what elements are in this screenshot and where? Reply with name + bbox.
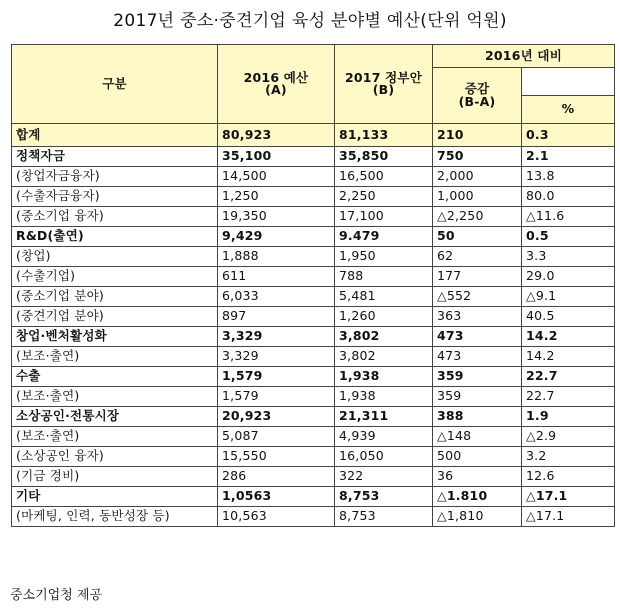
cell-change: △552 xyxy=(433,287,522,307)
cell-2017-budget: 35,850 xyxy=(335,147,433,167)
row-label: (수출기업) xyxy=(12,267,218,287)
row-label: 소상공인·전통시장 xyxy=(12,407,218,427)
budget-table xyxy=(11,44,615,527)
row-label: (중견기업 분야) xyxy=(12,307,218,327)
cell-change: 500 xyxy=(433,447,522,467)
row-label: (보조·출연) xyxy=(12,387,218,407)
cell-change: 359 xyxy=(433,387,522,407)
cell-2016-budget: 14,500 xyxy=(218,167,335,187)
header-2016-budget xyxy=(218,45,335,124)
cell-percent: △17.1 xyxy=(522,487,615,507)
cell-percent: 14.2 xyxy=(522,327,615,347)
cell-2016-budget: 1,250 xyxy=(218,187,335,207)
cell-2016-budget: 15,550 xyxy=(218,447,335,467)
header-compare: 2016년 대비 xyxy=(433,45,615,68)
row-label: R&D(출연) xyxy=(12,227,218,247)
cell-percent: △2.9 xyxy=(522,427,615,447)
table-row xyxy=(12,227,615,247)
cell-percent: 3.2 xyxy=(522,447,615,467)
cell-change: 2,000 xyxy=(433,167,522,187)
cell-change: 363 xyxy=(433,307,522,327)
header-change-label: 증감 xyxy=(464,81,490,96)
source-note: 중소기업청 제공 xyxy=(10,588,103,603)
cell-2016-budget: 35,100 xyxy=(218,147,335,167)
page-title: 2017년 중소·중견기업 육성 분야별 예산(단위 억원) xyxy=(113,11,507,31)
header-2017-label: 2017 정부안 xyxy=(345,69,422,85)
cell-2016-budget: 5,087 xyxy=(218,427,335,447)
cell-change: 210 xyxy=(433,124,522,147)
cell-2016-budget: 897 xyxy=(218,307,335,327)
table-header xyxy=(12,45,615,124)
cell-2016-budget: 3,329 xyxy=(218,347,335,367)
cell-2017-budget: 1,938 xyxy=(335,387,433,407)
cell-change: 50 xyxy=(433,227,522,247)
cell-2017-budget: 16,050 xyxy=(335,447,433,467)
cell-2017-budget: 3,802 xyxy=(335,327,433,347)
header-blank-cell xyxy=(522,68,615,96)
header-category: 구분 xyxy=(12,45,218,124)
table-row xyxy=(12,207,615,227)
cell-2016-budget: 1,579 xyxy=(218,367,335,387)
cell-change: △1,810 xyxy=(433,507,522,527)
cell-change: △2,250 xyxy=(433,207,522,227)
table-row xyxy=(12,387,615,407)
table-row xyxy=(12,167,615,187)
cell-2016-budget: 19,350 xyxy=(218,207,335,227)
cell-2016-budget: 1,888 xyxy=(218,247,335,267)
cell-percent: 22.7 xyxy=(522,367,615,387)
row-label: 수출 xyxy=(12,367,218,387)
cell-percent: △17.1 xyxy=(522,507,615,527)
cell-percent: △11.6 xyxy=(522,207,615,227)
table-row xyxy=(12,467,615,487)
cell-percent: 0.5 xyxy=(522,227,615,247)
row-label: (중소기업 융자) xyxy=(12,207,218,227)
header-change xyxy=(433,68,522,124)
row-label: 합계 xyxy=(12,124,218,147)
table-row xyxy=(12,147,615,167)
row-label: (수출자금융자) xyxy=(12,187,218,207)
row-label: (기금 경비) xyxy=(12,467,218,487)
header-2017-sub: (B) xyxy=(372,82,395,97)
row-label: (소상공인 융자) xyxy=(12,447,218,467)
cell-change: 473 xyxy=(433,347,522,367)
row-label: (보조·출연) xyxy=(12,347,218,367)
row-label: (마케팅, 인력, 동반성장 등) xyxy=(12,507,218,527)
cell-change: 388 xyxy=(433,407,522,427)
cell-2016-budget: 9,429 xyxy=(218,227,335,247)
cell-percent: 40.5 xyxy=(522,307,615,327)
cell-change: 750 xyxy=(433,147,522,167)
header-2017-budget xyxy=(335,45,433,124)
cell-percent: 29.0 xyxy=(522,267,615,287)
cell-2016-budget: 1,0563 xyxy=(218,487,335,507)
cell-2017-budget: 16,500 xyxy=(335,167,433,187)
table-row xyxy=(12,307,615,327)
cell-2017-budget: 8,753 xyxy=(335,487,433,507)
cell-2016-budget: 20,923 xyxy=(218,407,335,427)
table-row xyxy=(12,427,615,447)
row-label: 창업·벤처활성화 xyxy=(12,327,218,347)
table-row xyxy=(12,124,615,147)
cell-percent: 1.9 xyxy=(522,407,615,427)
cell-2016-budget: 6,033 xyxy=(218,287,335,307)
cell-2017-budget: 1,938 xyxy=(335,367,433,387)
cell-percent: 13.8 xyxy=(522,167,615,187)
cell-percent: 12.6 xyxy=(522,467,615,487)
table-row xyxy=(12,267,615,287)
cell-percent: 0.3 xyxy=(522,124,615,147)
cell-2016-budget: 10,563 xyxy=(218,507,335,527)
cell-percent: 3.3 xyxy=(522,247,615,267)
table-row xyxy=(12,347,615,367)
table-row xyxy=(12,327,615,347)
cell-percent: 80.0 xyxy=(522,187,615,207)
cell-2017-budget: 1,260 xyxy=(335,307,433,327)
row-label: 정책자금 xyxy=(12,147,218,167)
row-label: (중소기업 분야) xyxy=(12,287,218,307)
row-label: (보조·출연) xyxy=(12,427,218,447)
cell-2017-budget: 322 xyxy=(335,467,433,487)
table-row xyxy=(12,287,615,307)
cell-2016-budget: 1,579 xyxy=(218,387,335,407)
header-change-sub: (B-A) xyxy=(458,93,496,109)
cell-2017-budget: 8,753 xyxy=(335,507,433,527)
cell-2017-budget: 4,939 xyxy=(335,427,433,447)
cell-change: 1,000 xyxy=(433,187,522,207)
cell-change: 177 xyxy=(433,267,522,287)
cell-2016-budget: 3,329 xyxy=(218,327,335,347)
table-row xyxy=(12,367,615,387)
cell-2017-budget: 9.479 xyxy=(335,227,433,247)
cell-2017-budget: 788 xyxy=(335,267,433,287)
header-percent: % xyxy=(522,96,615,124)
cell-2017-budget: 5,481 xyxy=(335,287,433,307)
table-row xyxy=(12,487,615,507)
header-2016-label: 2016 예산 xyxy=(243,69,309,85)
table-row xyxy=(12,407,615,427)
table-row xyxy=(12,247,615,267)
cell-2017-budget: 3,802 xyxy=(335,347,433,367)
cell-change: 62 xyxy=(433,247,522,267)
row-label: (창업) xyxy=(12,247,218,267)
cell-change: △148 xyxy=(433,427,522,447)
cell-2017-budget: 17,100 xyxy=(335,207,433,227)
cell-change: 36 xyxy=(433,467,522,487)
cell-percent: △9.1 xyxy=(522,287,615,307)
cell-percent: 2.1 xyxy=(522,147,615,167)
table-row xyxy=(12,507,615,527)
cell-2016-budget: 286 xyxy=(218,467,335,487)
cell-2016-budget: 80,923 xyxy=(218,124,335,147)
cell-change: 359 xyxy=(433,367,522,387)
cell-percent: 22.7 xyxy=(522,387,615,407)
table-body xyxy=(12,124,615,527)
cell-percent: 14.2 xyxy=(522,347,615,367)
table-row xyxy=(12,447,615,467)
row-label: (창업자금융자) xyxy=(12,167,218,187)
cell-change: 473 xyxy=(433,327,522,347)
cell-2017-budget: 1,950 xyxy=(335,247,433,267)
cell-2017-budget: 21,311 xyxy=(335,407,433,427)
header-2016-sub: (A) xyxy=(265,82,287,97)
cell-2017-budget: 81,133 xyxy=(335,124,433,147)
table-row xyxy=(12,187,615,207)
row-label: 기타 xyxy=(12,487,218,507)
cell-2016-budget: 611 xyxy=(218,267,335,287)
cell-2017-budget: 2,250 xyxy=(335,187,433,207)
cell-change: △1.810 xyxy=(433,487,522,507)
